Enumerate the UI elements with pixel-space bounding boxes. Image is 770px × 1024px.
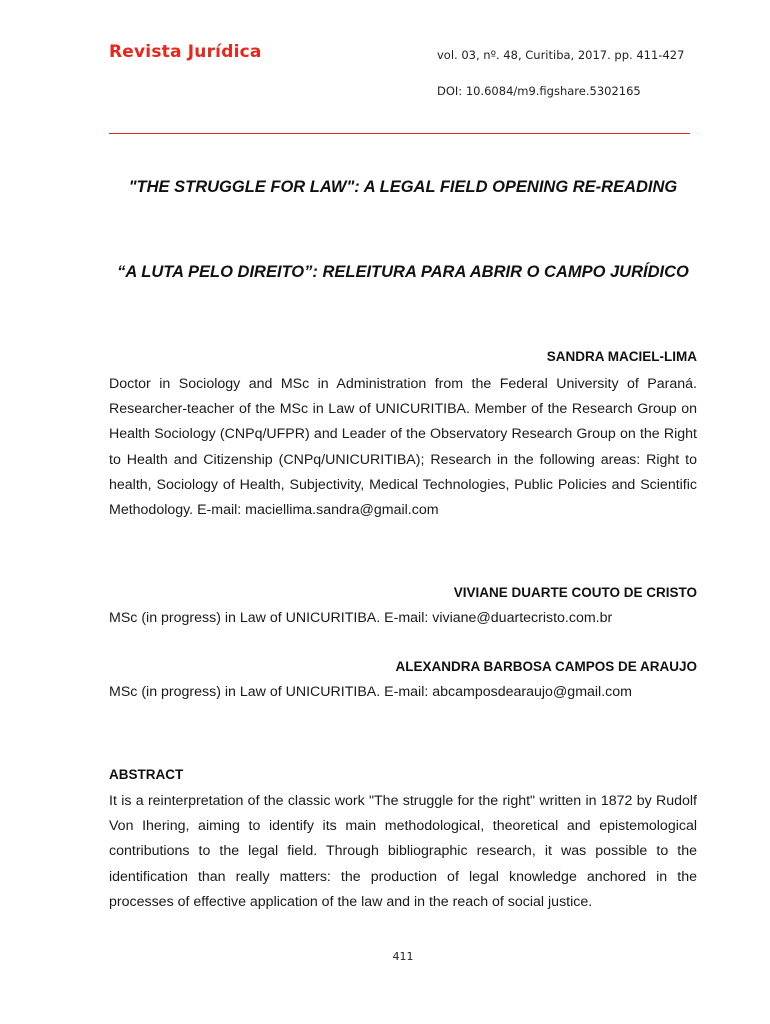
journal-name: Revista Jurídica: [109, 42, 262, 62]
author-name-1: SANDRA MACIEL-LIMA: [546, 349, 697, 364]
volume-info: vol. 03, nº. 48, Curitiba, 2017. pp. 411-427: [437, 48, 685, 62]
author-bio-1: Doctor in Sociology and MSc in Administration from the Federal University of Paraná. Researcher-teacher of the MSc in Law of UNICURITIBA. Member of the Research Group on Health Sociology (CNPq/UFPR) and Leader of the Observatory Research Group on the Right to Health and Citizenship (CNPq/UNICURITIBA); Research in the following areas: Right to health, Sociology of Health, Subjectivity, Medical Technologies, Public Policies and Scientific Methodology. E-mail: maciellima.sandra@gmail.com: [109, 376, 697, 519]
title-english: "THE STRUGGLE FOR LAW": A LEGAL FIELD OPENING RE-READING: [128, 178, 678, 196]
abstract-heading: ABSTRACT: [109, 767, 184, 782]
abstract-text: It is a reinterpretation of the classic work "The struggle for the right" written in 1872 by Rudolf Von Ihering, aiming to identify its main methodological, theoretical and epistemological contributions to the legal field. Through bibliographic research, it was possible to the identification than really matters: the production of legal knowledge anchored in the processes of effective application of the law and in the reach of social justice.: [109, 793, 697, 910]
author-bio-2: MSc (in progress) in Law of UNICURITIBA. E-mail: viviane@duartecristo.com.br: [109, 610, 613, 626]
header-rule: [109, 133, 690, 134]
author-name-3: ALEXANDRA BARBOSA CAMPOS DE ARAUJO: [395, 659, 697, 674]
author-bio-3: MSc (in progress) in Law of UNICURITIBA. E-mail: abcamposdearaujo@gmail.com: [109, 684, 632, 700]
author-name-2: VIVIANE DUARTE COUTO DE CRISTO: [453, 585, 697, 600]
title-portuguese: “A LUTA PELO DIREITO”: RELEITURA PARA ABRIR O CAMPO JURÍDICO: [117, 263, 689, 281]
doi: DOI: 10.6084/m9.figshare.5302165: [437, 84, 641, 98]
page-number: 411: [392, 950, 414, 963]
